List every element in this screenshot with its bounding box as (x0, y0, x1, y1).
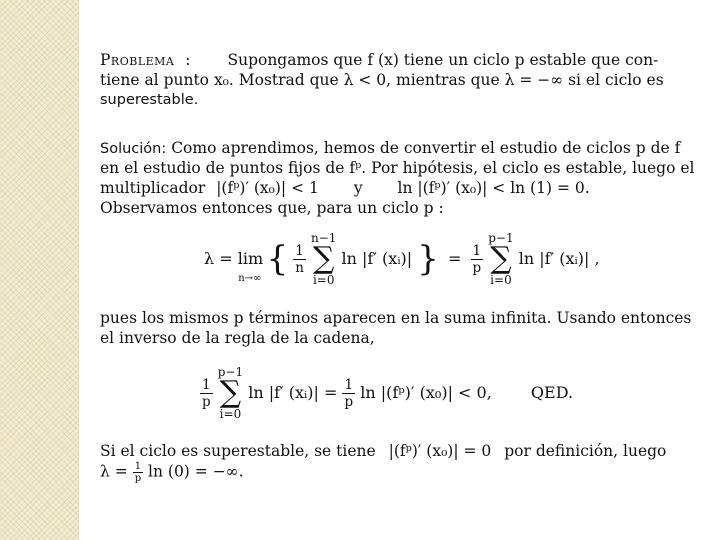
eq2-sum: p−1 ∑ i=0 (217, 365, 244, 421)
solution-line-1: Como aprendimos, hemos de convertir el estudio de ciclos p de f (171, 139, 681, 157)
solution-connector: y (353, 179, 363, 197)
problem-line-3: superestable. (100, 92, 199, 108)
final-line-1a: Si el ciclo es superestable, se tiene (100, 442, 376, 460)
solution-label: Solución: (100, 141, 167, 157)
final-fraction: $\frac{1}{p}$ (134, 461, 142, 484)
middle-paragraph (100, 308, 692, 348)
eq2-rhs: ln |(fᵖ)′ (x₀)| < 0, (360, 383, 492, 402)
problem-statement (100, 50, 675, 110)
eq1-term-p: ln |f′ (xᵢ)| (518, 249, 590, 268)
solution-stability-condition: |(fᵖ)′ (x₀)| < 1 (216, 179, 319, 197)
eq2-fraction: $\frac{1}{p}$ (202, 376, 211, 410)
eq1-fraction-p: $\frac{1}{p}$ (472, 242, 482, 276)
eq1-limit-subscript: n→∞ (238, 272, 262, 284)
eq2-qed: QED. (530, 383, 574, 402)
middle-line-1: pues los mismos p términos aparecen en la suma infinita. Usando entonces (100, 309, 692, 327)
problem-colon: : (185, 51, 191, 69)
eq1-equals: = (448, 249, 462, 268)
eq1-trailing-comma: , (594, 249, 600, 268)
problem-label: Problema (100, 51, 175, 69)
eq2-rhs-fraction: $\frac{1}{p}$ (344, 376, 354, 410)
final-lambda-eq: λ = (100, 462, 128, 481)
solution-line-4: Observamos entonces que, para un ciclo p : (100, 199, 444, 217)
eq1-sum-n: n−1 ∑ i=0 (311, 231, 337, 287)
solution-line-2: en el estudio de puntos fijos de fᵖ. Por hipótesis, el ciclo es estable, luego el (100, 159, 695, 177)
eq1-sum-p: p−1 ∑ i=0 (488, 231, 514, 287)
eq1-lhs: λ = lim (204, 249, 264, 268)
final-superstable-condition: |(fᵖ)′ (x₀)| = 0 (388, 442, 492, 460)
solution-block (100, 138, 695, 218)
eq1-term-n: ln |f′ (xᵢ)| (341, 249, 413, 268)
problem-line-2: tiene al punto x₀. Mostrad que λ < 0, mientras que λ = −∞ si el ciclo es (100, 71, 664, 89)
final-line-1c: por definición, luego (504, 442, 667, 460)
middle-line-2: el inverso de la regla de la cadena, (100, 329, 375, 347)
eq1-fraction-n: $\frac{1}{n}$ (295, 242, 304, 276)
solution-multiplier-label: multiplicador (100, 179, 206, 197)
decorative-side-band (0, 0, 79, 540)
problem-line-1: Supongamos que f (x) tiene un ciclo p estable que con- (227, 51, 659, 69)
lyapunov-limit-equation (204, 232, 600, 286)
final-result: ln (0) = −∞. (148, 462, 244, 481)
eq2-term: ln |f′ (xᵢ)| = (248, 383, 338, 402)
eq1-right-brace: } (417, 239, 439, 279)
final-paragraph (100, 441, 675, 485)
solution-log-condition: ln |(fᵖ)′ (x₀)| < ln (1) = 0. (397, 179, 590, 197)
chain-rule-equation (200, 366, 573, 420)
eq1-left-brace: { (266, 239, 289, 279)
